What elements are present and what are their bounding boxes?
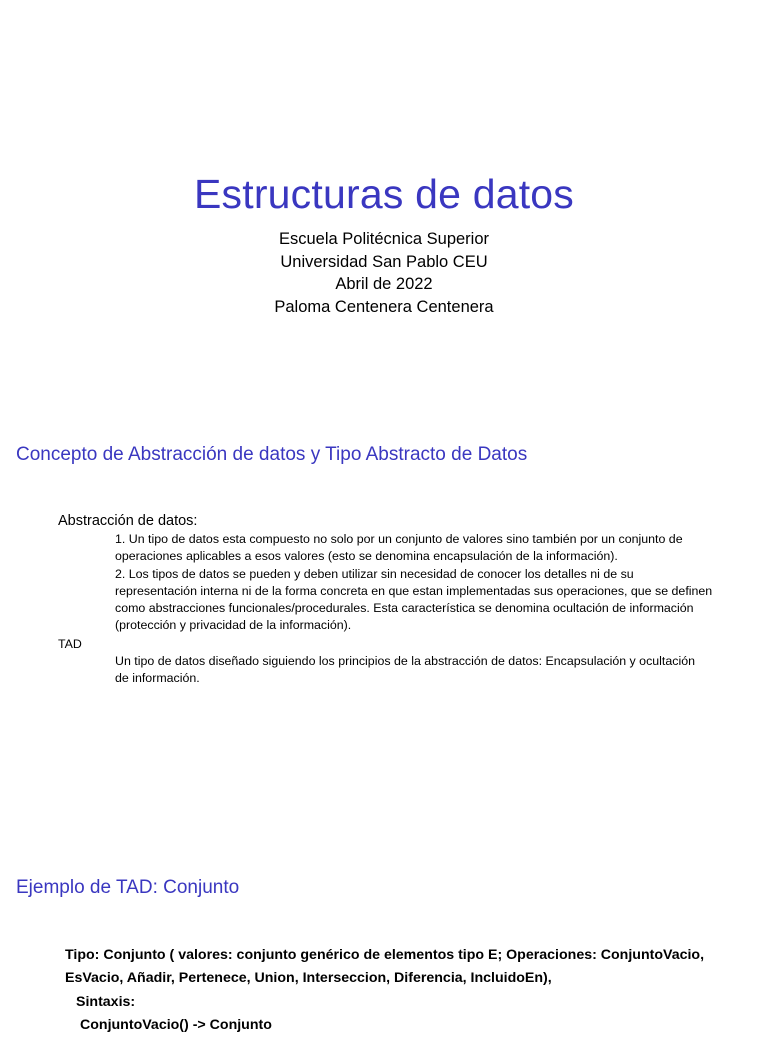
title-info-block bbox=[0, 228, 768, 318]
section-heading-abstraction: Concepto de Abstracción de datos y Tipo Abstracto de Datos bbox=[16, 444, 528, 465]
example-syntax-line: ConjuntoVacio() -> Conjunto bbox=[80, 1016, 272, 1033]
example-definition bbox=[65, 944, 745, 1037]
example-syntax-label: Sintaxis: bbox=[76, 993, 136, 1010]
author-name: Paloma Centenera Centenera bbox=[274, 297, 494, 316]
abstraction-label: Abstracción de datos: bbox=[58, 513, 198, 529]
tad-definition-text: Un tipo de datos diseñado siguiendo los principios de la abstracción de datos: Encapsulación y ocultación de información. bbox=[115, 654, 695, 686]
tad-label: TAD bbox=[58, 637, 82, 651]
example-type-line: Tipo: Conjunto ( valores: conjunto genérico de elementos tipo E; Operaciones: ConjuntoVacio, EsVacio, Añadir, Pertenece, Union, Interseccion, Diferencia, IncluidoEn), bbox=[65, 947, 705, 987]
university-name: Universidad San Pablo CEU bbox=[280, 252, 488, 271]
section-heading-example: Ejemplo de TAD: Conjunto bbox=[16, 877, 240, 898]
document-title: Estructuras de datos bbox=[193, 171, 575, 217]
school-name: Escuela Politécnica Superior bbox=[278, 230, 490, 248]
tad-definition bbox=[115, 653, 695, 688]
abstraction-points bbox=[115, 531, 715, 635]
document-date: Abril de 2022 bbox=[335, 275, 433, 294]
abstraction-point-1: 1. Un tipo de datos esta compuesto no solo por un conjunto de valores sino también por un conjunto de operaciones aplicables a esos valores (esto se denomina encapsulación de la información). bbox=[115, 532, 683, 564]
abstraction-point-2: 2. Los tipos de datos se pueden y deben utilizar sin necesidad de conocer los detalles ni de su representación interna ni de la forma concreta en que estan implementadas sus operaciones, que se definen como abstracciones funcionales/procedurales. Esta característica se denomina ocultación de información (protección y privacidad de la información). bbox=[115, 566, 713, 633]
